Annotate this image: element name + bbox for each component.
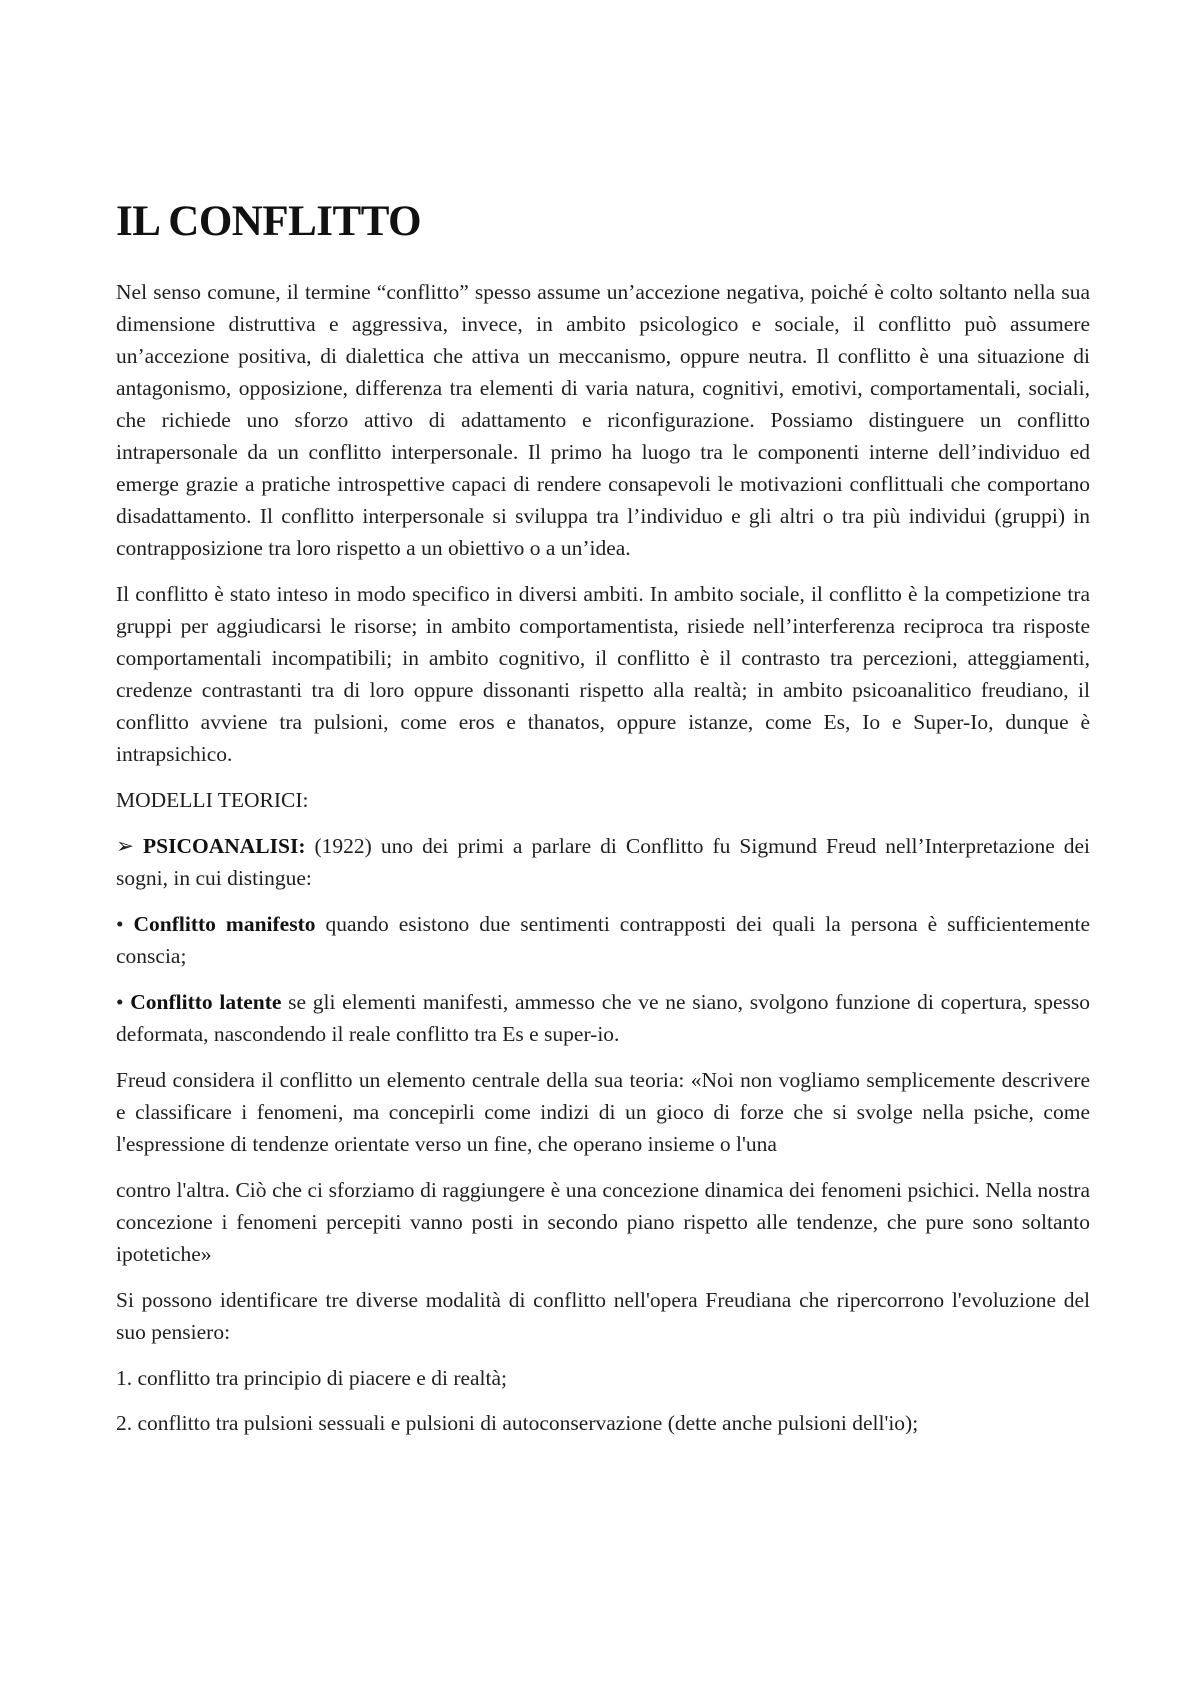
conflitto-manifesto-text: quando esistono due sentimenti contrapposti dei quali la persona è sufficientemente conscia; [116, 912, 1091, 968]
paragraph-modalita: Si possono identificare tre diverse modalità di conflitto nell'opera Freudiana che ripercorrono l'evoluzione del suo pensiero: [116, 1288, 1090, 1344]
paragraph-psicoanalisi [116, 830, 1090, 894]
arrow-bullet-icon: ➢ [116, 834, 135, 858]
list-item-conflitto-latente [116, 986, 1090, 1050]
dot-bullet-icon: • [116, 912, 124, 936]
paragraph-freud-quote-start: Freud considera il conflitto un elemento centrale della sua teoria: «Noi non vogliamo semplicemente descrivere e classificare i fenomeni, ma concepirli come indizi di un gioco di forze che si svolge nella psiche, come l'espressione di tendenze orientate verso un fine, che operano insieme o l'una [116, 1068, 1090, 1156]
list-item-conflitto-manifesto [116, 908, 1090, 972]
paragraph-intro: Nel senso comune, il termine “conflitto” spesso assume un’accezione negativa, poiché è colto soltanto nella sua dimensione distruttiva e aggressiva, invece, in ambito psicologico e sociale, il conflitto può assumere un’accezione positiva, di dialettica che attiva un meccanismo, oppure neutra. Il conflitto è una situazione di antagonismo, opposizione, differenza tra elementi di varia natura, cognitivi, emotivi, comportamentali, sociali, che richiede uno sforzo attivo di adattamento e riconfigurazione. Possiamo distinguere un conflitto intrapersonale da un conflitto interpersonale. Il primo ha luogo tra le componenti interne dell’individuo ed emerge grazie a pratiche introspettive capaci di rendere consapevoli le motivazioni conflittuali che comportano disadattamento. Il conflitto interpersonale si sviluppa tra l’individuo e gli altri o tra più individui (gruppi) in contrapposizione tra loro rispetto a un obiettivo o a un’idea. [116, 280, 1090, 560]
section-label-modelli-teorici: MODELLI TEORICI: [116, 788, 309, 812]
conflitto-manifesto-term: Conflitto manifesto [133, 912, 316, 936]
paragraph-ambiti: Il conflitto è stato inteso in modo specifico in diversi ambiti. In ambito sociale, il conflitto è la competizione tra gruppi per aggiudicarsi le risorse; in ambito comportamentista, risiede nell’interferenza reciproca tra risposte comportamentali incompatibili; in ambito cognitivo, il conflitto è il contrasto tra percezioni, atteggiamenti, credenze contrastanti tra di loro oppure dissonanti rispetto alla realtà; in ambito psicoanalitico freudiano, il conflitto avviene tra pulsioni, come eros e thanatos, oppure istanze, come Es, Io e Super-Io, dunque è intrapsichico. [116, 582, 1090, 766]
numbered-item-2: 2. conflitto tra pulsioni sessuali e pulsioni di autoconservazione (dette anche pulsioni dell'io); [116, 1411, 919, 1435]
dot-bullet-icon: • [116, 990, 124, 1014]
psicoanalisi-heading: PSICOANALISI: [143, 834, 306, 858]
numbered-item-1: 1. conflitto tra principio di piacere e di realtà; [116, 1366, 508, 1390]
document-page [116, 198, 1090, 1452]
document-title: IL CONFLITTO [116, 198, 422, 245]
paragraph-freud-quote-end: contro l'altra. Ciò che ci sforziamo di raggiungere è una concezione dinamica dei fenomeni psichici. Nella nostra concezione i fenomeni percepiti vanno posti in secondo piano rispetto alle tendenze, che pure sono soltanto ipotetiche» [116, 1178, 1090, 1266]
conflitto-latente-text: se gli elementi manifesti, ammesso che ve ne siano, svolgono funzione di copertura, spesso deformata, nascondendo il reale conflitto tra Es e super-io. [116, 990, 1090, 1046]
conflitto-latente-term: Conflitto latente [130, 990, 282, 1014]
psicoanalisi-text: (1922) uno dei primi a parlare di Conflitto fu Sigmund Freud nell’Interpretazione dei sogni, in cui distingue: [116, 834, 1090, 890]
